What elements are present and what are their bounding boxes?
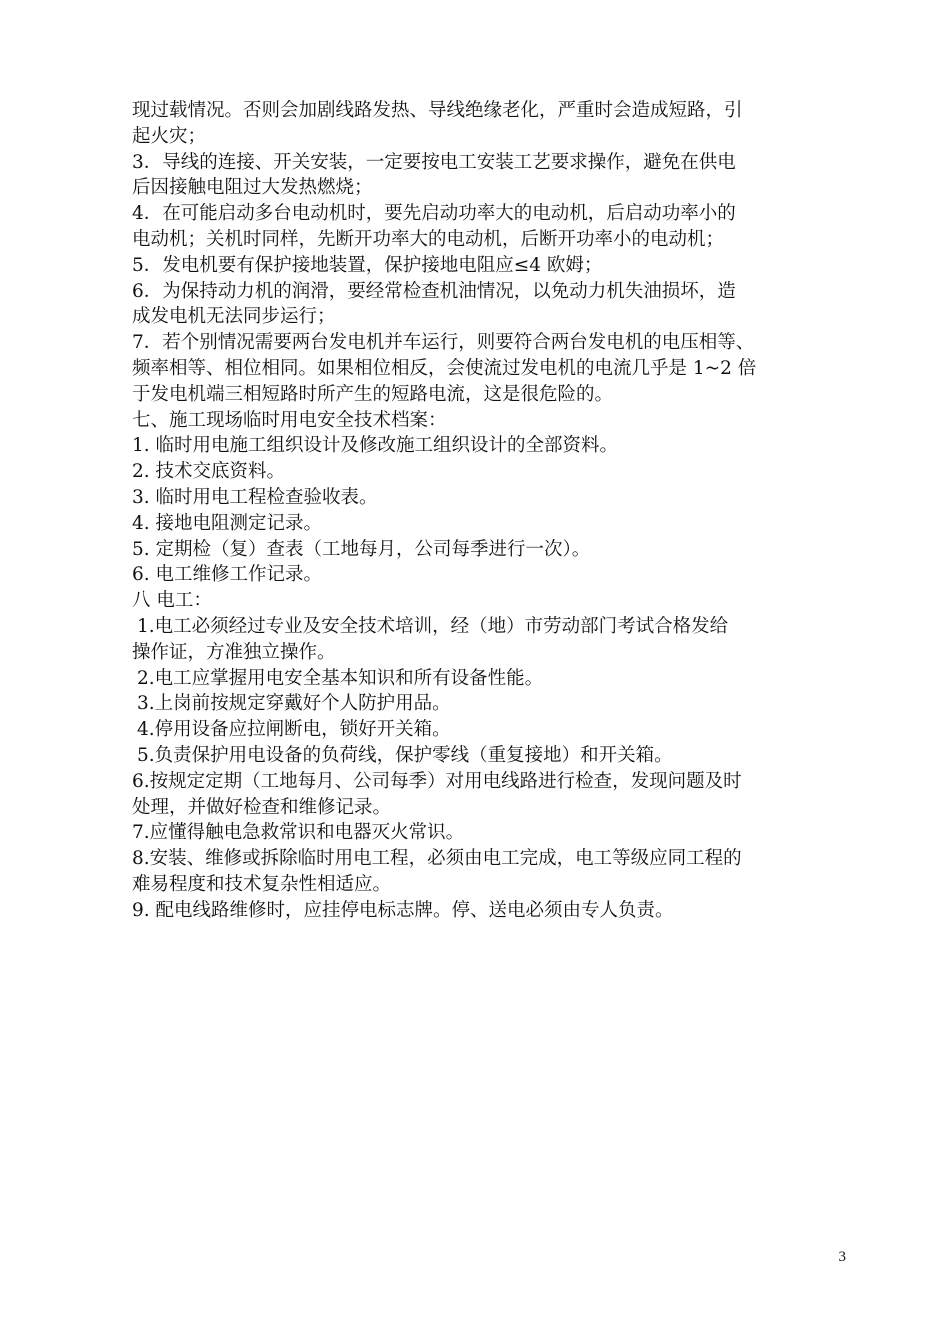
page-number: 3 xyxy=(838,1249,846,1265)
electrician-item-2: 2.电工应掌握用电安全基本知识和所有设备性能。 xyxy=(137,667,544,689)
text-line-5: 4．在可能启动多台电动机时，要先启动功率大的电动机，后启动功率小的 xyxy=(132,203,736,225)
section-heading-seven: 七、施工现场临时用电安全技术档案： xyxy=(132,409,447,431)
section-heading-eight: 八 电工： xyxy=(132,590,212,612)
list-item-archive-4: 4. 接地电阻测定记录。 xyxy=(132,512,323,534)
text-line-3: 3．导线的连接、开关安装，一定要按电工安装工艺要求操作，避免在供电 xyxy=(132,151,736,173)
electrician-item-5: 5.负责保护用电设备的负荷线，保护零线（重复接地）和开关箱。 xyxy=(137,744,673,766)
list-item-archive-6: 6. 电工维修工作记录。 xyxy=(132,564,323,586)
text-line-1: 现过载情况。否则会加剧线路发热、导线绝缘老化，严重时会造成短路，引 xyxy=(132,100,743,121)
electrician-item-8-line-1: 8.安装、维修或拆除临时用电工程，必须由电工完成，电工等级应同工程的 xyxy=(132,848,742,870)
electrician-item-8-line-2: 难易程度和技术复杂性相适应。 xyxy=(132,873,392,895)
electrician-item-6-line-2: 处理，并做好检查和维修记录。 xyxy=(132,796,392,818)
electrician-item-1-line-2: 操作证，方准独立操作。 xyxy=(132,641,336,663)
list-item-archive-2: 2. 技术交底资料。 xyxy=(132,461,286,483)
text-line-2: 起火灾； xyxy=(132,125,207,147)
electrician-item-4: 4.停用设备应拉闸断电，锁好开关箱。 xyxy=(137,719,451,741)
electrician-item-9: 9. 配电线路维修时，应挂停电标志牌。停、送电必须由专人负责。 xyxy=(132,899,674,921)
text-line-9: 成发电机无法同步运行； xyxy=(132,306,336,328)
electrician-item-7: 7.应懂得触电急救常识和电器灭火常识。 xyxy=(132,822,465,844)
text-line-7: 5．发电机要有保护接地装置，保护接地电阻应≤4 欧姆； xyxy=(132,254,603,276)
text-line-10: 7．若个别情况需要两台发电机并车运行，则要符合两台发电机的电压相等、 xyxy=(132,332,755,354)
electrician-item-1-line-1: 1.电工必须经过专业及安全技术培训，经（地）市劳动部门考试合格发给 xyxy=(137,615,729,637)
list-item-archive-5: 5. 定期检（复）查表（工地每月，公司每季进行一次）。 xyxy=(132,538,591,560)
text-line-4: 后因接触电阻过大发热燃烧； xyxy=(132,177,373,199)
text-line-11: 频率相等、相位相同。如果相位相反，会使流过发电机的电流几乎是 1~2 倍 xyxy=(132,357,757,379)
electrician-item-6-line-1: 6.按规定定期（工地每月、公司每季）对用电线路进行检查，发现问题及时 xyxy=(132,770,742,792)
text-line-6: 电动机；关机时同样，先断开功率大的电动机，后断开功率小的电动机； xyxy=(132,228,725,250)
text-line-8: 6．为保持动力机的润滑，要经常检查机油情况，以免动力机失油损坏，造 xyxy=(132,280,736,302)
text-line-12: 于发电机端三相短路时所产生的短路电流，这是很危险的。 xyxy=(132,383,614,405)
electrician-item-3: 3.上岗前按规定穿戴好个人防护用品。 xyxy=(137,693,451,715)
document-body xyxy=(132,98,844,924)
list-item-archive-1: 1. 临时用电施工组织设计及修改施工组织设计的全部资料。 xyxy=(132,435,619,457)
list-item-archive-3: 3. 临时用电工程检查验收表。 xyxy=(132,486,378,508)
